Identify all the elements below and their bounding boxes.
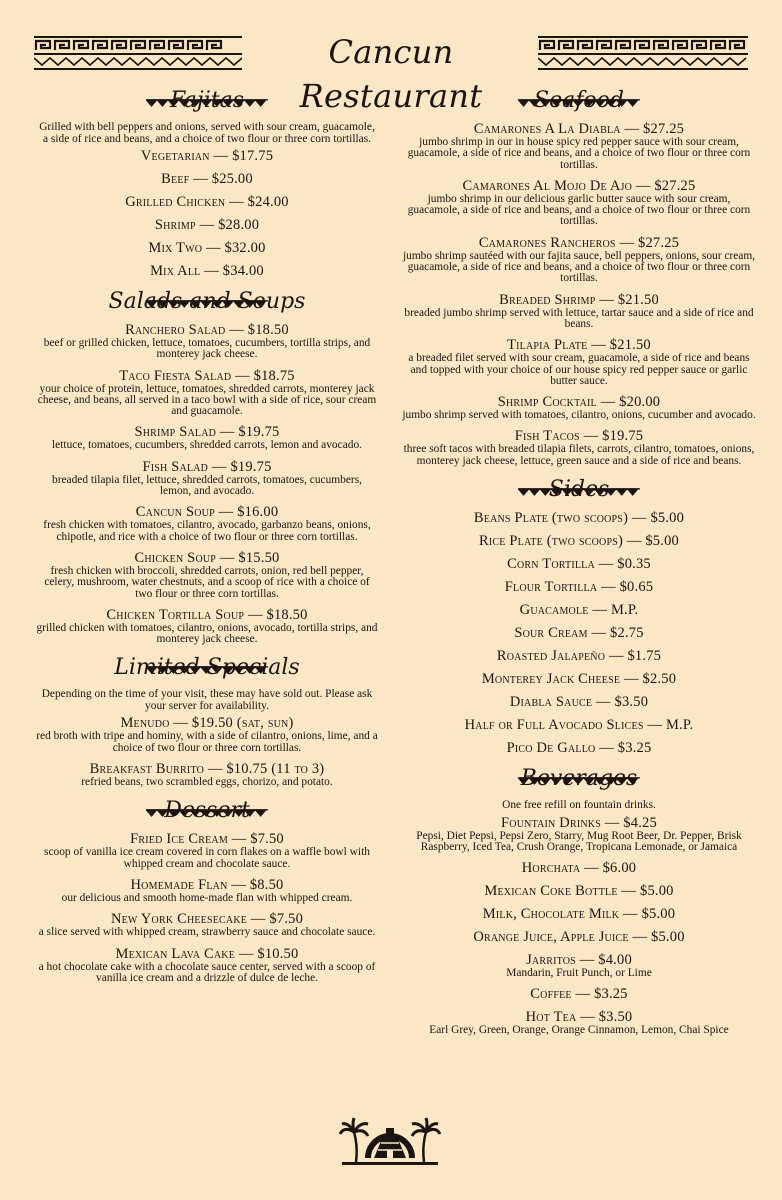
menu-item-name: Diabla Sauce — $3.50	[509, 694, 649, 711]
menu-item-name: Menudo — $19.50 (sat, sun)	[120, 715, 294, 732]
menu-section-limited-specials	[36, 653, 378, 788]
section-heading	[402, 86, 756, 120]
menu-item-name: Shrimp Salad — $19.75	[134, 424, 280, 441]
menu-item-description: Earl Grey, Green, Orange, Orange Cinnamon, Lemon, Chai Spice	[429, 1024, 729, 1037]
menu-item-name: Fried Ice Cream — $7.50	[130, 831, 284, 848]
pyramid-palm-logo-icon	[338, 1106, 442, 1166]
section-title: Sides	[548, 477, 610, 503]
menu-section-dessert	[36, 796, 378, 984]
left-menu-column	[36, 86, 378, 992]
menu-item-description: grilled chicken with tomatoes, cilantro, onions, avocado, tortilla strips, and monterey jack cheese.	[36, 621, 378, 646]
menu-item-description: three soft tacos with breaded tilapia filets, carrots, cilantro, tomatoes, onions, monterey jack cheese, lettuce, green sauce and a side of rice and beans.	[403, 443, 755, 467]
section-heading	[36, 653, 378, 687]
menu-item-name: Shrimp — $28.00	[154, 217, 260, 233]
menu-item-name: Fish Salad — $19.75	[142, 458, 272, 475]
menu-item-description: lettuce, tomatoes, cucumbers, shredded carrots, lemon and avocado.	[52, 439, 362, 452]
greek-fret-border-icon	[538, 36, 748, 70]
greek-fret-border-icon	[34, 36, 242, 70]
right-menu-column	[402, 86, 756, 1045]
section-title: Seafood	[534, 88, 624, 113]
menu-item-description: red broth with tripe and hominy, with a side of cilantro, onions, lime, and a choice of two flour or three corn tortillas.	[36, 730, 378, 754]
menu-item-description: fresh chicken with tomatoes, cilantro, avocado, garbanzo beans, onions, chipotle, and rice with a choice of two flour or three corn tortillas.	[43, 519, 371, 543]
menu-item-name: Camarones Rancheros — $27.25	[478, 234, 680, 251]
menu-item-name: New York Cheesecake — $7.50	[110, 911, 304, 928]
menu-item-description: our delicious and smooth home-made flan with whipped cream.	[61, 891, 353, 904]
section-title: Salads and Soups	[108, 289, 306, 314]
section-description: One free refill on fountain drinks.	[502, 799, 656, 812]
section-heading	[36, 86, 378, 120]
menu-item-description: jumbo shrimp in our in house spicy red pepper sauce with sour cream, guacamole, a side of rice and beans, and a choice of two flour or three corn tortillas.	[407, 136, 751, 171]
menu-item-name: Chicken Soup — $15.50	[134, 549, 280, 566]
menu-item-name: Roasted Jalapeño — $1.75	[496, 648, 662, 665]
menu-item-name: Camarones A La Diabla — $27.25	[473, 121, 685, 137]
menu-section-fajitas	[36, 86, 378, 279]
menu-item-name: Orange Juice, Apple Juice — $5.00	[473, 929, 685, 946]
menu-item-name: Mexican Lava Cake — $10.50	[115, 945, 299, 962]
section-title: Limited Specials	[114, 655, 300, 681]
menu-item-name: Breaded Shrimp — $21.50	[499, 291, 659, 308]
menu-section-seafood	[402, 86, 756, 467]
menu-item-name: Chicken Tortilla Soup — $18.50	[106, 606, 308, 623]
section-heading	[36, 796, 378, 830]
menu-item-name: Coffee — $3.25	[530, 986, 628, 1003]
menu-item-name: Jarritos — $4.00	[526, 952, 632, 969]
section-heading	[36, 287, 378, 321]
menu-item-description: beef or grilled chicken, lettuce, tomatoes, cucumbers, tortilla strips, and monterey jack cheese.	[43, 337, 371, 361]
menu-item-name: Flour Tortilla — $0.65	[504, 579, 654, 596]
menu-item-description: fresh chicken with broccoli, shredded carrots, onion, red bell pepper, celery, mushroom, water chestnuts, and a scoop of rice with a choice of two flour or three corn tortillas.	[44, 564, 370, 600]
menu-item-description: jumbo shrimp sautéed with our fajita sauce, bell peppers, onions, sour cream, guacamole, a side of rice and beans, and a choice of two flour or three corn tortillas.	[402, 249, 756, 285]
menu-item-description: jumbo shrimp served with tomatoes, cilantro, onions, cucumber and avocado.	[402, 409, 756, 422]
menu-item-name: Fish Tacos — $19.75	[514, 428, 644, 445]
menu-item-name: Mix Two — $32.00	[148, 240, 266, 256]
menu-item-name: Taco Fiesta Salad — $18.75	[119, 367, 295, 384]
menu-item-name: Tilapia Plate — $21.50	[507, 337, 651, 354]
menu-item-description: a slice served with whipped cream, strawberry sauce and chocolate sauce.	[38, 926, 376, 939]
menu-item-name: Homemade Flan — $8.50	[130, 876, 284, 893]
section-description: Grilled with bell peppers and onions, served with sour cream, guacamole, a side of rice and beans, and a choice of two flour or three corn tortillas.	[39, 121, 375, 145]
menu-item-description: a breaded filet served with sour cream, guacamole, a side of rice and beans and topped with your choice of our house spicy red pepper sauce or garlic butter sauce.	[408, 352, 750, 387]
section-title: Beverages	[520, 766, 638, 792]
menu-section-sides	[402, 475, 756, 756]
menu-item-name: Mexican Coke Bottle — $5.00	[484, 883, 674, 900]
section-description: Depending on the time of your visit, these may have sold out. Please ask your server for availability.	[41, 688, 373, 712]
menu-item-description: refried beans, two scrambled eggs, chorizo, and potato.	[81, 776, 333, 789]
menu-section-beverages	[402, 764, 756, 1037]
menu-item-name: Fountain Drinks — $4.25	[501, 814, 657, 831]
menu-item-description: a hot chocolate cake with a chocolate sauce center, served with a scoop of vanilla ice cream and a drizzle of dulce de leche.	[38, 960, 376, 984]
menu-item-description: Mandarin, Fruit Punch, or Lime	[506, 967, 652, 980]
menu-item-name: Rice Plate (two scoops) — $5.00	[479, 533, 679, 550]
restaurant-title: Cancun Restaurant	[299, 33, 483, 115]
menu-item-name: Horchata — $6.00	[521, 860, 637, 877]
menu-section-salads-and-soups	[36, 287, 378, 645]
menu-item-name: Hot Tea — $3.50	[525, 1009, 633, 1026]
menu-item-name: Milk, Chocolate Milk — $5.00	[482, 906, 676, 923]
menu-item-description: jumbo shrimp in our delicious garlic butter sauce with sour cream, guacamole, a side of rice and beans, and a choice of two flour or three corn tortillas.	[407, 192, 751, 228]
menu-item-description: Pepsi, Diet Pepsi, Pepsi Zero, Starry, Mug Root Beer, Dr. Pepper, Brisk Raspberry, Iced Tea, Crush Orange, Tropicana Lemonade, or Jamaica	[416, 829, 742, 853]
menu-item-description: scoop of vanilla ice cream covered in corn flakes on a waffle bowl with whipped cream and chocolate sauce.	[44, 846, 370, 870]
menu-item-name: Guacamole — M.P.	[519, 602, 639, 619]
menu-item-name: Sour Cream — $2.75	[514, 625, 644, 642]
menu-item-name: Half or Full Avocado Slices — M.P.	[464, 717, 694, 734]
menu-item-name: Mix All — $34.00	[150, 263, 264, 279]
menu-item-name: Pico De Gallo — $3.25	[506, 740, 652, 757]
menu-item-description: breaded jumbo shrimp served with lettuce, tartar sauce and a side of rice and beans.	[404, 306, 754, 330]
section-title: Dessert	[164, 798, 250, 824]
section-heading	[402, 764, 756, 798]
menu-item-name: Vegetarian — $17.75	[140, 148, 274, 164]
menu-item-name: Ranchero Salad — $18.50	[125, 322, 289, 338]
section-heading	[402, 475, 756, 509]
menu-item-description: breaded tilapia filet, lettuce, shredded carrots, tomatoes, cucumbers, lemon, and avocado.	[52, 473, 362, 498]
menu-item-name: Monterey Jack Cheese — $2.50	[481, 671, 677, 688]
menu-item-name: Beans Plate (two scoops) — $5.00	[473, 510, 685, 527]
menu-item-name: Breakfast Burrito — $10.75 (11 to 3)	[89, 761, 325, 778]
menu-item-name: Grilled Chicken — $24.00	[125, 194, 289, 210]
menu-item-description: your choice of protein, lettuce, tomatoes, shredded carrots, monterey jack cheese, and beans, all served in a taco bowl with a side of rice, sour cream and guacamole.	[37, 382, 377, 418]
menu-item-name: Corn Tortilla — $0.35	[507, 556, 651, 573]
menu-item-name: Beef — $25.00	[161, 171, 253, 187]
menu-item-name: Cancun Soup — $16.00	[135, 504, 279, 521]
menu-item-name: Shrimp Cocktail — $20.00	[497, 394, 661, 411]
menu-item-name: Camarones Al Mojo De Ajo — $27.25	[462, 177, 696, 194]
section-title: Fajitas	[170, 88, 244, 113]
